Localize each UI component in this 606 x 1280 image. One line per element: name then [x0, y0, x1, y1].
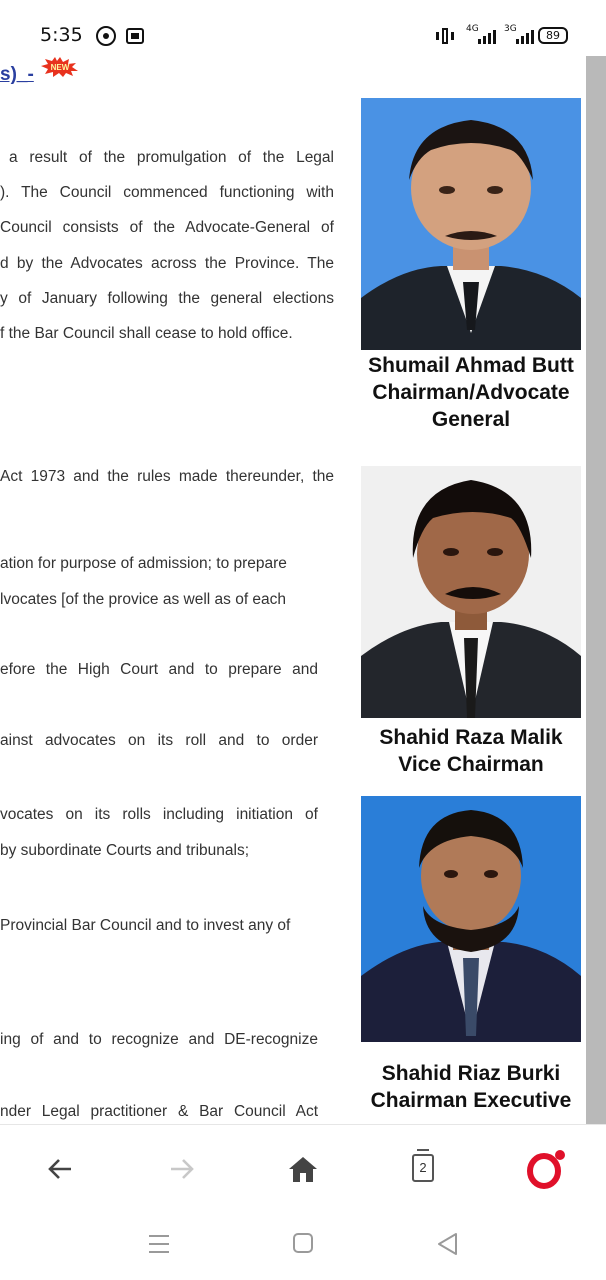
system-nav-bar — [0, 1210, 606, 1280]
functions-line: by subordinate Courts and tribunals; — [0, 842, 250, 859]
functions-line: Provincial Bar Council and to invest any of — [0, 917, 291, 934]
vibrate-icon — [436, 28, 454, 44]
paragraph-line: a result of the promulgation of the Legal — [9, 149, 334, 166]
browser-toolbar — [0, 1124, 606, 1210]
paragraph-line: d by the Advocates across the Province. The — [0, 255, 334, 272]
whatsapp-icon — [96, 26, 116, 46]
back-arrow-icon[interactable] — [40, 1149, 80, 1189]
tabs-icon[interactable] — [404, 1149, 444, 1189]
signal-icon — [516, 30, 534, 44]
functions-line: nder Legal practitioner & Bar Council Act — [0, 1103, 318, 1120]
official-name: Shahid Riaz Burki — [381, 1062, 561, 1085]
network-label-1: 4G — [466, 24, 479, 34]
official-role: Chairman/Advocate — [372, 381, 570, 404]
web-page — [0, 56, 586, 1124]
home-icon[interactable] — [283, 1149, 323, 1189]
functions-line: ing of and to recognize and DE-recognize — [0, 1031, 318, 1048]
network-label-2: 3G — [504, 24, 517, 34]
recents-icon[interactable] — [148, 1234, 170, 1259]
official-role: General — [431, 408, 511, 431]
official-role: Vice Chairman — [398, 753, 544, 776]
paragraph-line: y of January following the general elections — [0, 290, 334, 307]
media-icon — [126, 28, 144, 44]
functions-line: vocates on its rolls including initiation of — [0, 806, 318, 823]
paragraph-line: f the Bar Council shall cease to hold office. — [0, 325, 293, 342]
official-role: Chairman Executive — [370, 1089, 572, 1112]
official-name: Shumail Ahmad Butt — [368, 354, 574, 377]
tab-count: 2 — [412, 1154, 434, 1182]
opera-icon[interactable] — [526, 1149, 566, 1189]
heading-link[interactable]: s)_- — [0, 64, 34, 85]
battery-icon: 89 — [538, 27, 568, 44]
scrollbar[interactable] — [586, 56, 606, 1124]
home-square-icon[interactable] — [292, 1232, 314, 1259]
status-bar — [0, 0, 606, 56]
functions-line: lvocates [of the provice as well as of each — [0, 591, 287, 608]
status-time: 5:35 — [40, 24, 83, 46]
new-badge-icon — [41, 57, 79, 77]
paragraph-line: Council consists of the Advocate-General of — [0, 219, 334, 236]
official-photo — [361, 796, 581, 1042]
functions-line: ainst advocates on its roll and to order — [0, 732, 318, 749]
functions-line: ation for purpose of admission; to prepare — [0, 555, 287, 572]
official-name: Shahid Raza Malik — [379, 726, 563, 749]
back-triangle-icon[interactable] — [436, 1232, 458, 1261]
official-photo — [361, 98, 581, 350]
forward-arrow-icon[interactable] — [162, 1149, 202, 1189]
functions-line: efore the High Court and to prepare and — [0, 661, 318, 678]
new-badge-text: NEW — [50, 63, 70, 72]
paragraph-line: ). The Council commenced functioning with — [0, 184, 334, 201]
functions-line: Act 1973 and the rules made thereunder, the — [0, 468, 334, 485]
signal-icon — [478, 30, 496, 44]
official-photo — [361, 466, 581, 718]
